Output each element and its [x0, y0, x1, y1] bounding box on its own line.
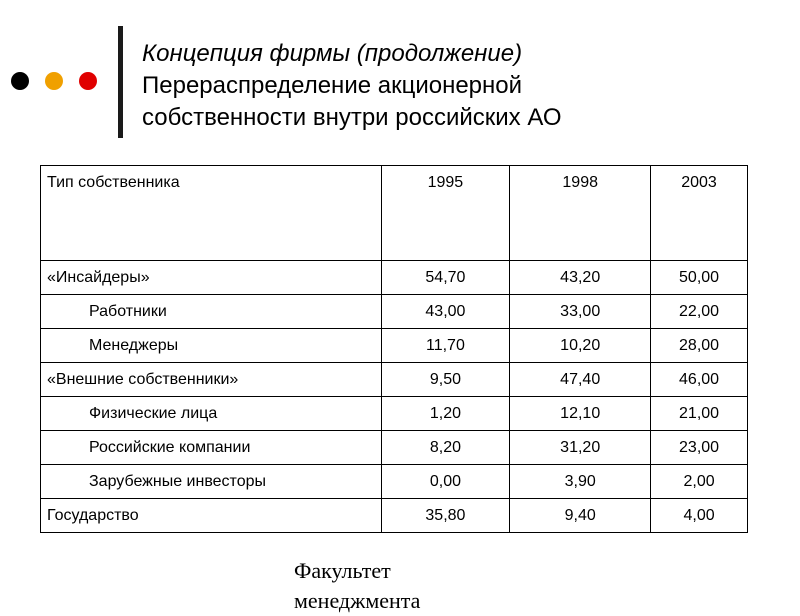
- table-row: [41, 329, 748, 363]
- row-label: «Инсайдеры»: [41, 261, 382, 295]
- cell-2003: 28,00: [651, 329, 748, 363]
- cell-1995: 0,00: [381, 465, 510, 499]
- cell-2003: 46,00: [651, 363, 748, 397]
- header-1998: 1998: [510, 166, 651, 261]
- red-dot-icon: [79, 72, 97, 90]
- cell-2003: 2,00: [651, 465, 748, 499]
- cell-2003: 23,00: [651, 431, 748, 465]
- cell-2003: 22,00: [651, 295, 748, 329]
- header-1995: 1995: [381, 166, 510, 261]
- cell-1998: 10,20: [510, 329, 651, 363]
- row-label: Менеджеры: [41, 329, 382, 363]
- ownership-table: [40, 165, 748, 533]
- bullet-dots: [11, 72, 97, 90]
- table-row: [41, 465, 748, 499]
- table-row: [41, 261, 748, 295]
- cell-1995: 1,20: [381, 397, 510, 431]
- slide-title: [142, 38, 561, 134]
- table-row: [41, 397, 748, 431]
- row-label: Государство: [41, 499, 382, 533]
- table-row: [41, 295, 748, 329]
- cell-1995: 9,50: [381, 363, 510, 397]
- header-owner-type: Тип собственника: [41, 166, 382, 261]
- footer-line-2: менеджмента: [294, 588, 421, 613]
- cell-1995: 8,20: [381, 431, 510, 465]
- slide-footer: [294, 556, 494, 616]
- row-label: Работники: [41, 295, 382, 329]
- cell-1995: 35,80: [381, 499, 510, 533]
- cell-1995: 54,70: [381, 261, 510, 295]
- cell-1998: 31,20: [510, 431, 651, 465]
- title-line-2: Перераспределение акционерной: [142, 72, 523, 99]
- cell-1995: 11,70: [381, 329, 510, 363]
- row-label: «Внешние собственники»: [41, 363, 382, 397]
- table-row: [41, 363, 748, 397]
- title-line-3: собственности внутри российских АО: [142, 104, 562, 131]
- cell-2003: 4,00: [651, 499, 748, 533]
- table-header-row: [41, 166, 748, 261]
- orange-dot-icon: [45, 72, 63, 90]
- cell-2003: 21,00: [651, 397, 748, 431]
- cell-2003: 50,00: [651, 261, 748, 295]
- cell-1998: 12,10: [510, 397, 651, 431]
- cell-1998: 9,40: [510, 499, 651, 533]
- table-row: [41, 431, 748, 465]
- cell-1998: 3,90: [510, 465, 651, 499]
- title-divider: [118, 26, 123, 138]
- cell-1995: 43,00: [381, 295, 510, 329]
- cell-1998: 33,00: [510, 295, 651, 329]
- black-dot-icon: [11, 72, 29, 90]
- row-label: Физические лица: [41, 397, 382, 431]
- footer-line-1: Факультет: [294, 558, 391, 583]
- cell-1998: 47,40: [510, 363, 651, 397]
- header-2003: 2003: [651, 166, 748, 261]
- cell-1998: 43,20: [510, 261, 651, 295]
- row-label: Зарубежные инвесторы: [41, 465, 382, 499]
- title-line-1: Концепция фирмы (продолжение): [142, 40, 523, 67]
- row-label: Российские компании: [41, 431, 382, 465]
- table-row: [41, 499, 748, 533]
